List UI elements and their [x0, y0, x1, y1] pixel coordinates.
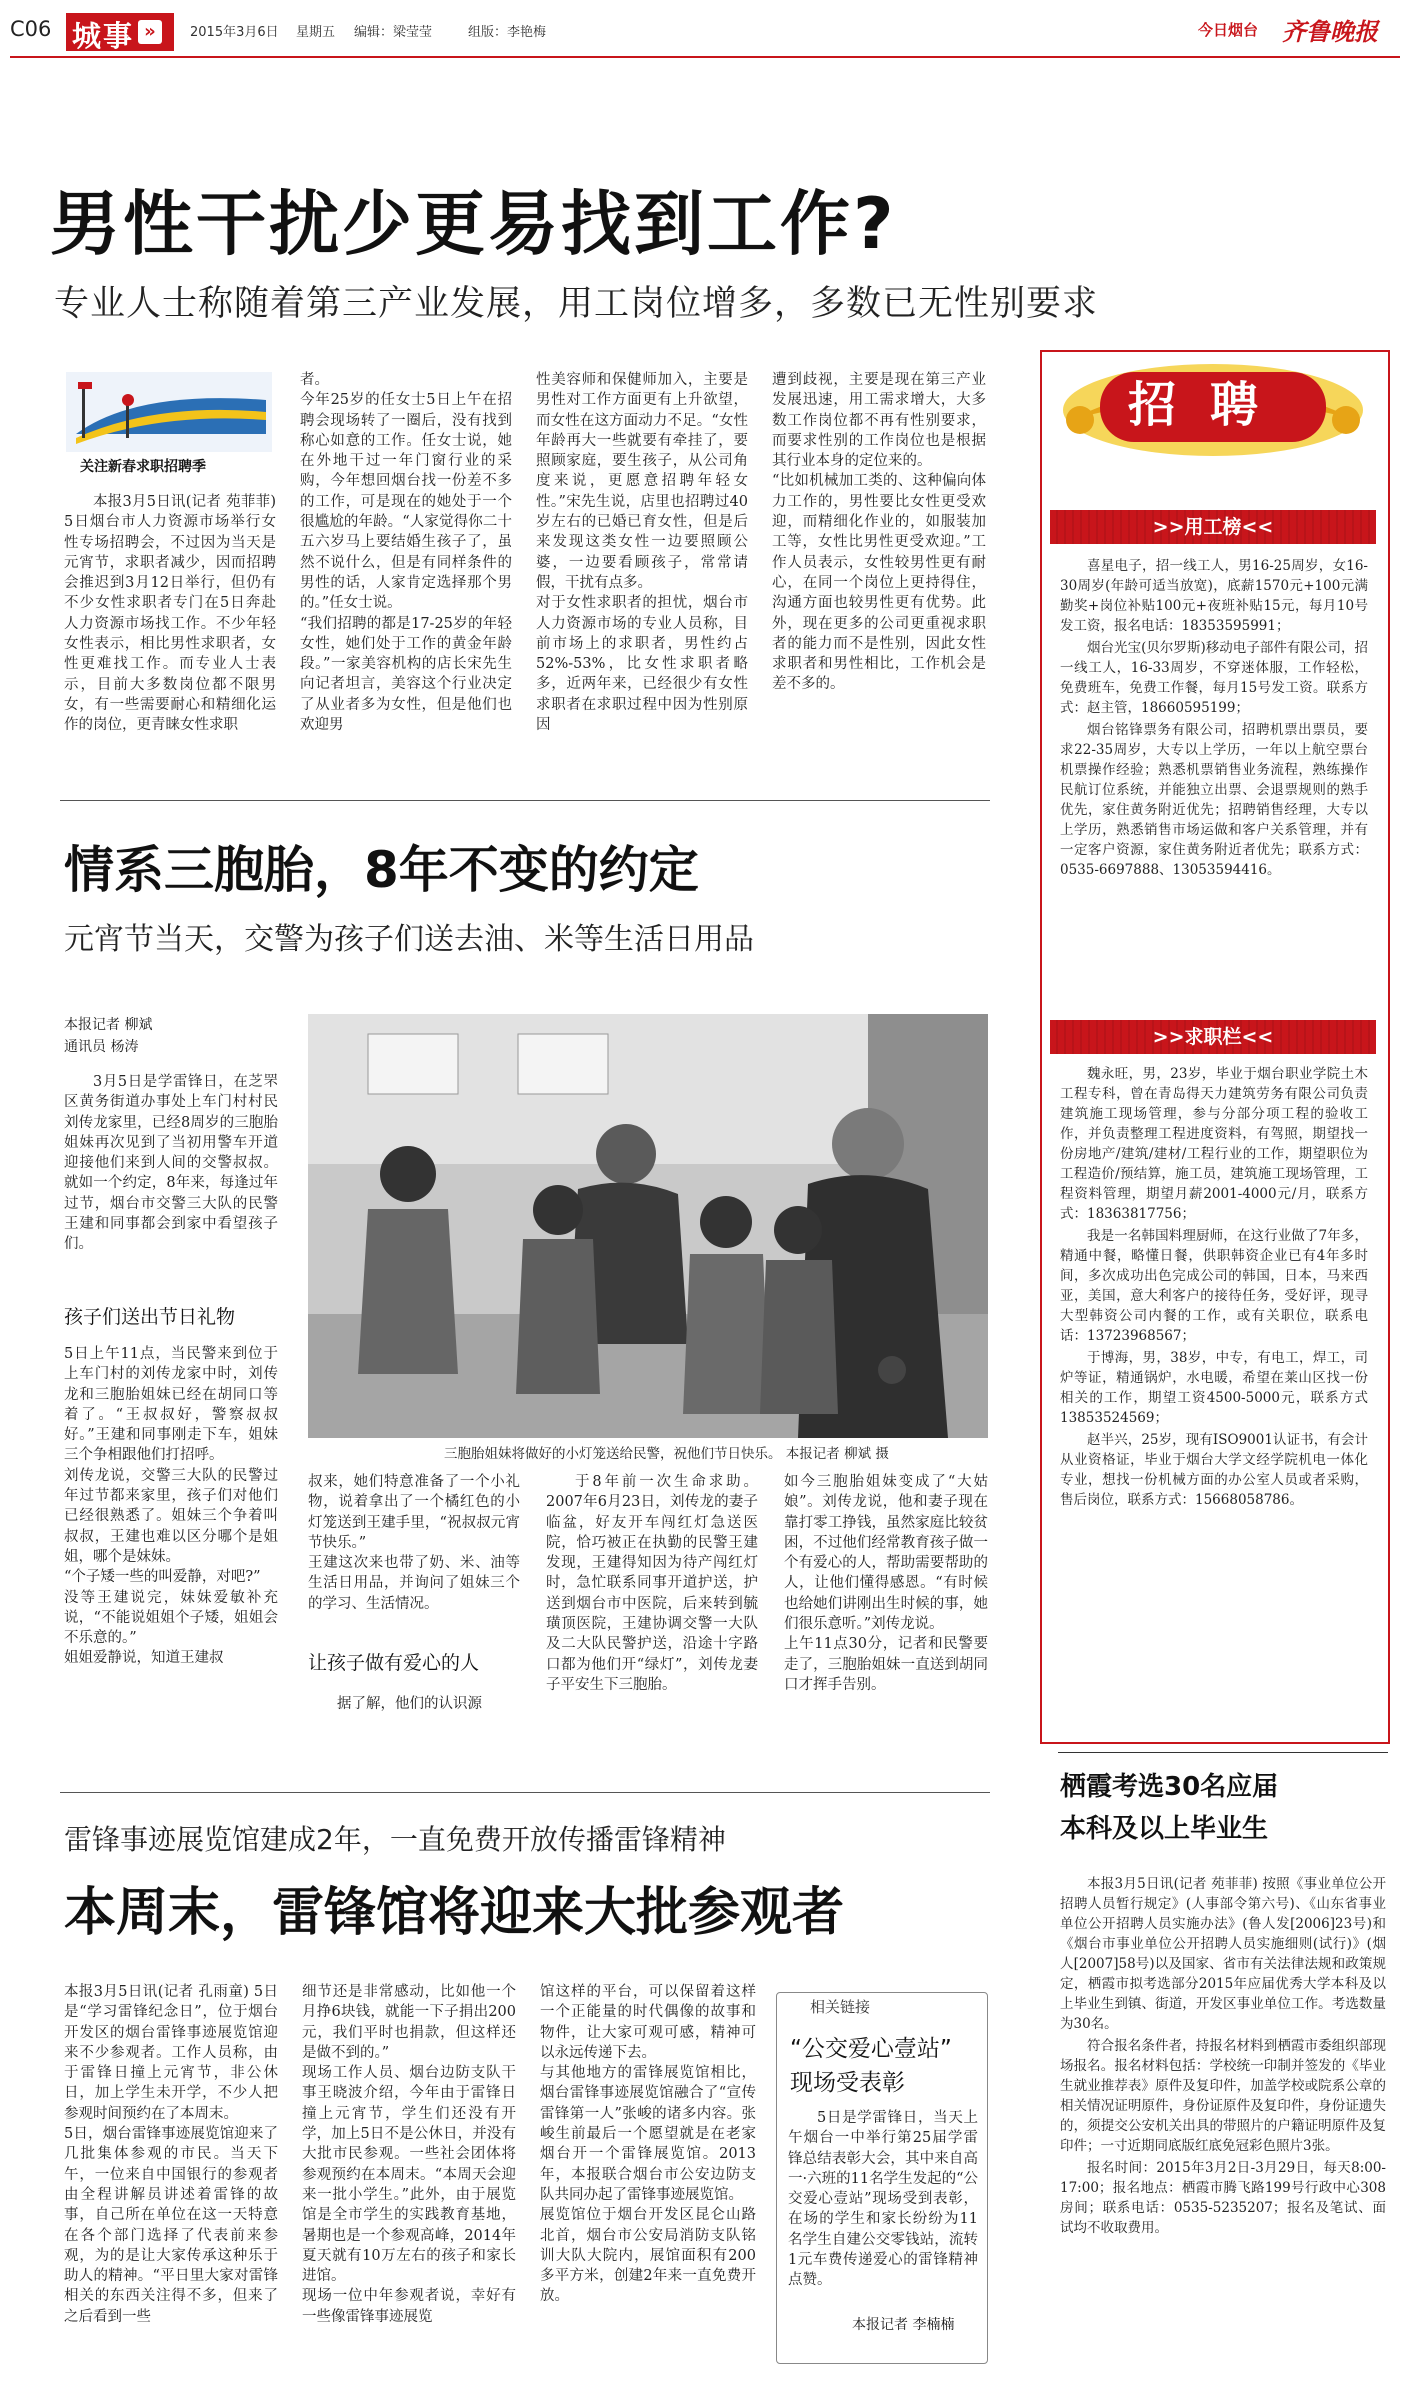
- article3-col3-text: 馆这样的平台，可以保留着这样一个正能量的时代偶像的故事和物件，让大家可观可感，精神可以永远传递下去。 与其他地方的雷锋展览馆相比，烟台雷锋事迹展览馆融合了“宣传雷锋第一人”张峻的诸多内容。张峻生前最后一个愿望就是在老家烟台开一个雷锋展览馆。2013年，本报联合烟台市公安边防支队共同办起了雷锋事迹展览馆。 展览馆位于烟台开发区昆仑山路北首，烟台市公安局消防支队铭训大队大院内，展馆面积有200多平方米，创建2年来一直免费开放。: [540, 1984, 756, 2305]
- article3-title: 本周末，雷锋馆将迎来大批参观者: [64, 1883, 845, 1943]
- related-link-body: 5日是学雷锋日，当天上午烟台一中举行第25届学雷锋总结表彰大会，其中来自高一·六班的11名学生发起的“公交爱心壹站”现场受到表彰，在场的学生和家长纷纷为11名学生自建公交零钱站，流转1元车费传递爱心的雷锋精神点赞。: [788, 2110, 978, 2289]
- triplets-photo-image: [308, 1014, 988, 1438]
- rule-article4-top: [1058, 1752, 1388, 1753]
- jobs-banner-text: 招聘: [1128, 377, 1293, 433]
- photo-caption: 三胞胎姐妹将做好的小灯笼送给民警，祝他们节日快乐。 本报记者 柳斌 摄: [444, 1446, 889, 1462]
- article2-byline2: 通讯员 杨涛: [64, 1039, 139, 1055]
- job-season-caption: 关注新春求职招聘季: [80, 459, 206, 475]
- article2-col2-text: 叔来，她们特意准备了一个小礼物，说着拿出了一个橘红色的小灯笼送到王建手里，“祝叔叔元宵节快乐。” 王建这次来也带了奶、米、油等生活日用品，并询问了姐妹三个的学习、生活情况。: [308, 1474, 520, 1612]
- header-layout: 组版：李艳梅: [468, 25, 547, 40]
- jobs-list1: [1060, 556, 1368, 990]
- article2-col2b-text: 据了解，他们的认识源: [337, 1696, 482, 1712]
- article1-col2-text: 者。 今年25岁的任女士5日上午在招聘会现场转了一圈后，没有找到称心如意的工作。任女士说，她在外地干过一年门窗行业的采购，今年想回烟台找一份差不多的工作，可是现在的她处于一个很尴尬的年龄。“人家觉得你二十五六岁马上要结婚生孩子了，虽然不说什么，但是有同样条件的男性的话，人家肯定选择那个男的。”任女士说。 “我们招聘的都是17-25岁的年轻女性，她们处于工作的黄金年龄段。”一家美容机构的店长宋先生向记者坦言，美容这个行业决定了从业者多为女性，但是他们也欢迎男: [300, 372, 512, 734]
- related-link-title1: “公交爱心壹站”: [790, 2036, 952, 2062]
- article2-col1: [64, 1072, 278, 1296]
- rule-article2-bottom: [60, 1792, 990, 1793]
- job-season-logo-icon: [66, 372, 272, 452]
- article2-col2b: [308, 1694, 520, 1724]
- article1-subtitle: 专业人士称随着第三产业发展，用工岗位增多，多数已无性别要求: [54, 284, 1099, 324]
- article2-col1b: [64, 1344, 278, 1742]
- article2-col3: [546, 1472, 758, 1744]
- article4-para: 本报3月5日讯(记者 苑菲菲) 按照《事业单位公开招聘人员暂行规定》(人事部令第六号)、《山东省事业单位公开招聘人员实施办法》(鲁人发[2006]23号)和《烟台市事业单位公开招聘人员实施细则(试行)》(烟人[2007]58号)以及国家、省市有关法律法规和政策规定，栖霞市拟考选部分2015年应届优秀大学本科及以上毕业生到镇、街道，开发区事业单位工作。考选数量为30名。: [1060, 1876, 1386, 2032]
- article2-col3-text: 于8年前一次生命求助。2007年6月23日，刘传龙的妻子临盆，好友开车闯红灯急送医院，恰巧被正在执勤的民警王建发现，王建得知因为待产闯红灯时，急忙联系同事开道护送，护送到烟台市中医院，后来转到毓璜顶医院，王建协调交警一大队及二大队民警护送，沿途十字路口都为他们开“绿灯”，刘传龙妻子平安生下三胞胎。: [546, 1474, 758, 1693]
- article1-col1: [64, 492, 276, 778]
- article3-col3: [540, 1982, 756, 2362]
- job-season-logo: [66, 372, 272, 452]
- paper-logo: 齐鲁晚报: [1282, 17, 1378, 46]
- seeker-item: 赵半兴，25岁，现有ISO9001认证书，有会计从业资格证，毕业于烟台大学文经学院机电一体化专业，想找一份机械方面的办公室人员或者采购，售后岗位，联系方式：15668058786。: [1060, 1432, 1368, 1508]
- article3-col2: [302, 1982, 516, 2362]
- seeker-item: 我是一名韩国料理厨师，在这行业做了7年多，精通中餐，略懂日餐，供职韩资企业已有4年多时间，多次成功出色完成公司的韩国，日本，马来西亚，美国，意大利客户的接待任务，受好评，现寻大型韩资公司内餐的工作，或有关职位，联系电话：13723968567；: [1060, 1228, 1368, 1344]
- article1-col4-text: 遭到歧视，主要是现在第三产业发展迅速，用工需求增大，大多数工作岗位都不再有性别要求，而要求性别的工作岗位也是根据其行业本身的定位来的。 “比如机械加工类的、这种偏向体力工作的，男性要比女性更受欢迎，而精细化作业的，如服装加工等，女性比男性更受欢迎。”工作人员表示，女性较男性更有耐心，在同一个岗位上更持得住，沟通方面也较男性更有优势。此外，现在更多的公司更重视求职者的能力而不是性别，因此女性求职者和男性相比，工作机会是差不多的。: [772, 372, 986, 693]
- article2-subhead1: 孩子们送出节日礼物: [64, 1306, 236, 1328]
- header-edition: 今日烟台: [1198, 21, 1259, 39]
- jobs-section2-bar: [1050, 1020, 1376, 1054]
- section-name: 城事: [72, 19, 135, 53]
- article1-col3-text: 性美容师和保健师加入，主要是男性对工作方面更有上升欲望，而女性在这方面动力不足。“女性年龄再大一些就要有牵挂了，要照顾家庭，要生孩子，从公司角度来说，更愿意招聘年轻女性。”宋先生说，店里也招聘过40岁左右的已婚已育女性，但是后来发现这类女性一边要照顾公婆，一边要看顾孩子，常常请假，干扰有点多。 对于女性求职者的担忧，烟台市人力资源市场的专业人员称，目前市场上的求职者，男性约占52%-53%，比女性求职者略多，近两年来，已经很少有女性求职者在求职过程中因为性别原因: [536, 372, 748, 734]
- page-number: C06: [10, 17, 52, 41]
- jobs-section1-label: >>用工榜<<: [1152, 516, 1274, 538]
- article2-col4: [784, 1472, 988, 1744]
- jobs-section2-label: >>求职栏<<: [1152, 1026, 1274, 1048]
- rule-article1-bottom: [60, 800, 990, 801]
- seeker-item: 于博海，男，38岁，中专，有电工，焊工，司炉等证，精通锅炉，水电暖，希望在莱山区找一份相关的工作，期望工资4500-5000元，联系方式13853524569；: [1060, 1350, 1368, 1426]
- article4-title2: 本科及以上毕业生: [1060, 1814, 1269, 1844]
- article3-kicker: 雷锋事迹展览馆建成2年，一直免费开放传播雷锋精神: [64, 1823, 726, 1856]
- article1-title: 男性干扰少更易找到工作?: [50, 183, 897, 265]
- article1-col1-text: 本报3月5日讯(记者 苑菲菲) 5日烟台市人力资源市场举行女性专场招聘会，不过因为当天是元宵节，求职者减少，因而招聘会推迟到3月12日举行，但仍有不少女性求职者专门在5日奔赴人力资源市场找工作。不少年轻女性表示，相比男性求职者，女性更难找工作。而专业人士表示，目前大多数岗位都不限男女，有一些需要耐心和精细化运作的岗位，更青睐女性求职: [64, 494, 276, 734]
- jobs-section1-bar: [1050, 510, 1376, 544]
- job-item: 烟台光宝(贝尔罗斯)移动电子部件有限公司，招一线工人，16-33周岁，不穿迷体服，工作轻松，免费班车，免费工作餐，每月15号发工资。联系方式：赵主管，18660595199；: [1060, 640, 1368, 716]
- article4-title1: 栖霞考选30名应届: [1060, 1772, 1279, 1802]
- section-chevron-icon: »: [138, 20, 162, 44]
- article2-title: 情系三胞胎，8年不变的约定: [64, 841, 699, 899]
- article2-subtitle: 元宵节当天，交警为孩子们送去油、米等生活日用品: [64, 922, 754, 957]
- article4-para: 报名时间：2015年3月2日-3月29日，每天8:00-17:00；报名地点：栖霞市腾飞路199号行政中心308房间；联系电话：0535-5235207；报名及笔试、面试均不收取费用。: [1060, 2160, 1386, 2236]
- article2-col2: [308, 1472, 520, 1644]
- article2-col4-text: 如今三胞胎姐妹变成了“大姑娘”。刘传龙说，他和妻子现在靠打零工挣钱，虽然家庭比较贫困，不过他们经常教育孩子做一个有爱心的人，帮助需要帮助的人，让他们懂得感恩。“有时候也给她们讲刚出生时候的事，她们很乐意听。”刘传龙说。 上午11点30分，记者和民警要走了，三胞胎姐妹一直送到胡同口才挥手告别。: [784, 1474, 988, 1693]
- article2-col1-text: 3月5日是学雷锋日，在芝罘区黄务街道办事处上车门村村民刘传龙家里，已经8周岁的三胞胎姐妹再次见到了当初用警车开道迎接他们来到人间的交警叔叔。就如一个约定，8年来，每逢过年过节，烟台市交警三大队的民警王建和同事都会到家中看望孩子们。: [64, 1074, 278, 1253]
- header-date: 2015年3月6日: [190, 25, 279, 40]
- header-editor: 编辑：梁莹莹: [354, 25, 433, 40]
- article1-col2: [300, 370, 512, 778]
- related-link-text: [788, 2108, 978, 2308]
- article3-col2-text: 细节还是非常感动，比如他一个月挣6块钱，就能一下子捐出200元，我们平时也捐款，但这样还是做不到的。” 现场工作人员、烟台边防支队干事王晓波介绍，今年由于雷锋日撞上元宵节，学生们还没有开学，加上5日不是公休日，并没有大批市民参观。一些社会团体将参观预约在本周末。“本周天会迎来一批小学生。”此外，由于展览馆是全市学生的实践教育基地，暑期也是一个参观高峰，2014年夏天就有10万左右的孩子和家长进馆。 现场一位中年参观者说，幸好有一些像雷锋事迹展览: [302, 1984, 516, 2325]
- related-link-label: 相关链接: [806, 1996, 874, 2017]
- job-item: 喜星电子，招一线工人，男16-25周岁，女16-30周岁(年龄可适当放宽)，底薪1570元+100元满勤奖+岗位补贴100元+夜班补贴15元，每月10号发工资，报名电话：18353595991；: [1060, 558, 1368, 634]
- header-rule: [10, 56, 1400, 58]
- triplets-photo: [308, 1014, 988, 1438]
- seeker-item: 魏永旺，男，23岁，毕业于烟台职业学院土木工程专科，曾在青岛得天力建筑劳务有限公司负责建筑施工现场管理，参与分部分项工程的验收工作，并负责整理工程进度资料，有驾照，期望找一份房地产/建筑/建材/工程行业的工作，期望职位为工程造价/预结算，施工员，建筑施工现场管理，工程资料管理，期望月薪2001-4000元/月，联系方式：18363817756；: [1060, 1066, 1368, 1222]
- article4-body: [1060, 1874, 1386, 2374]
- article2-byline1: 本报记者 柳斌: [64, 1017, 153, 1033]
- article3-col1-text: 本报3月5日讯(记者 孔雨童) 5日是“学习雷锋纪念日”，位于烟台开发区的烟台雷锋事迹展览馆迎来不少参观者。工作人员称，由于雷锋日撞上元宵节，非公休日，加上学生未开学，不少人把参观时间预约在了本周末。 5日，烟台雷锋事迹展览馆迎来了几批集体参观的市民。当天下午，一位来自中国银行的参观者由全程讲解员讲述着雷锋的故事，自己所在单位在这一天特意在各个部门选择了代表前来参观，为的是让大家传承这种乐于助人的精神。“平日里大家对雷锋相关的东西关注得不多，但来了之后看到一些: [64, 1984, 278, 2325]
- article2-subhead2: 让孩子做有爱心的人: [308, 1652, 480, 1674]
- article1-col3: [536, 370, 748, 778]
- related-link-credit: 本报记者 李楠楠: [852, 2317, 955, 2333]
- article4-para: 符合报名条件者，持报名材料到栖霞市委组织部现场报名。报名材料包括：学校统一印制并签发的《毕业生就业推荐表》原件及复印件，加盖学校或院系公章的相关情况证明原件，身份证原件及复印件，身份证遗失的，须提交公安机关出具的带照片的户籍证明原件及复印件；一寸近期同底版红底免冠彩色照片3张。: [1060, 2038, 1386, 2154]
- article2-col1b-text: 5日上午11点，当民警来到位于上车门村的刘传龙家中时，刘传龙和三胞胎姐妹已经在胡同口等着了。“王叔叔好，警察叔叔好。”王建和同事刚走下车，姐妹三个争相跟他们打招呼。 刘传龙说，交警三大队的民警过年过节都来家里，孩子们对他们已经很熟悉了。姐妹三个争着叫叔叔，王建也难以区分哪个是姐姐，哪个是妹妹。 “个子矮一些的叫爱静，对吧?” 没等王建说完，妹妹爱敏补充说，“不能说姐姐个子矮，姐姐会不乐意的。” 姐姐爱静说，知道王建叔: [64, 1346, 278, 1667]
- article3-col1: [64, 1982, 278, 2362]
- related-link-title2: 现场受表彰: [790, 2070, 905, 2096]
- header-weekday: 星期五: [296, 25, 336, 40]
- job-item: 烟台铭锋票务有限公司，招聘机票出票员，要求22-35周岁，大专以上学历，一年以上航空票台机票操作经验；熟悉机票销售业务流程，熟练操作民航订位系统，并能独立出票、会退票规则的熟手优先，家住黄务附近优先；招聘销售经理，大专以上学历，熟悉销售市场运做和客户关系管理，并有一定客户资源，家住黄务附近者优先；联系方式：0535-6697888、13053594416。: [1060, 722, 1368, 878]
- article1-col4: [772, 370, 986, 778]
- jobs-list2: [1060, 1064, 1368, 1734]
